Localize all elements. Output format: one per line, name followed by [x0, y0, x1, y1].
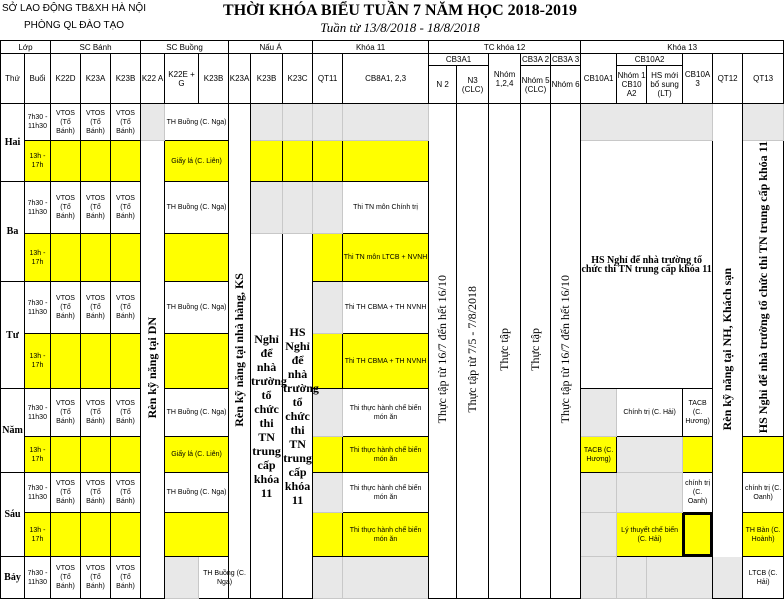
col-k22d: K22D	[51, 54, 81, 104]
span-text: Thực tập	[497, 328, 512, 372]
cell-empty	[51, 437, 81, 473]
cell-chinh-tri-oanh: chính trị (C. Oanh)	[683, 473, 713, 513]
cell-empty	[581, 513, 617, 557]
cell-empty	[581, 557, 617, 599]
cell-th-buong: TH Buồng (C. Nga)	[165, 104, 229, 141]
span-k22a	[141, 141, 165, 599]
page-subtitle: Tuần từ 13/8/2018 - 18/8/2018	[320, 20, 480, 35]
span-text: HS Nghỉ để nhà trường tổ chức thi TN trung cấp khóa 11	[755, 141, 770, 434]
cell-ly-thuyet: Lý thuyết chế biến (C. Hải)	[617, 513, 683, 557]
cell-empty	[343, 104, 429, 141]
col-qt11: QT11	[313, 54, 343, 104]
time-pm: 13h - 17h	[25, 437, 51, 473]
cell-vtos: VTOS (Tổ Bánh)	[81, 182, 111, 234]
cell-empty	[743, 104, 784, 141]
cell-vtos: VTOS (Tổ Bánh)	[81, 473, 111, 513]
span-n2	[429, 104, 457, 599]
cell-empty	[343, 141, 429, 182]
span-text: Nghỉ để nhà trường tổ chức thi TN trung cấp khóa 11	[251, 332, 287, 501]
cell-vtos: VTOS (Tổ Bánh)	[111, 282, 141, 334]
col-cb10a1: CB10A1	[581, 54, 617, 104]
cell-thi-thuc-hanh: Thi thực hành chế biến món ăn	[343, 473, 429, 513]
cell-empty	[51, 234, 81, 282]
cell-giay-la: Giấy lá (C. Liên)	[165, 141, 229, 182]
cell-empty	[617, 437, 683, 473]
col-k23c: K23C	[283, 54, 313, 104]
span-n3	[457, 104, 489, 599]
cell-vtos: VTOS (Tổ Bánh)	[51, 557, 81, 599]
col-k23a: K23A	[229, 54, 251, 104]
span-k23c	[283, 234, 319, 599]
span-text: Thực tập từ 16/7 đến hết 16/10	[435, 275, 450, 424]
span-qt13	[743, 141, 784, 437]
cell-thi-thuc-hanh: Thi thực hành chế biến món ăn	[343, 513, 429, 557]
cell-vtos: VTOS (Tổ Bánh)	[111, 389, 141, 437]
cell-vtos: VTOS (Tổ Bánh)	[111, 473, 141, 513]
cell-empty	[81, 334, 111, 389]
cell-vtos: VTOS (Tổ Bánh)	[51, 389, 81, 437]
span-nhom124	[489, 104, 521, 599]
col-nhom-1-cb10a2: Nhóm 1 CB10 A2	[617, 66, 647, 104]
span-text: Thực tập từ 16/7 đến hết 16/10	[558, 275, 573, 424]
cell-vtos: VTOS (Tổ Bánh)	[81, 557, 111, 599]
span-nhom5	[521, 104, 551, 599]
cell-empty	[313, 513, 343, 557]
cell-empty	[683, 437, 713, 473]
cell-empty	[581, 473, 617, 513]
span-text: Rèn kỹ năng tại NH, Khách sạn	[720, 268, 735, 431]
cell-empty	[81, 141, 111, 182]
day-nam: Năm	[1, 389, 25, 473]
group-lop: Lớp	[1, 41, 51, 54]
span-k23b	[251, 234, 287, 599]
col-k23a: K23A	[81, 54, 111, 104]
group-sc-buong: SC Buồng	[141, 41, 229, 54]
cell-chinh-tri-oanh: chính trị (C. Oanh)	[743, 473, 784, 513]
header-org	[2, 0, 152, 34]
cell-empty	[647, 557, 743, 599]
cell-empty	[313, 557, 343, 599]
time-pm: 13h - 17h	[25, 234, 51, 282]
cell-empty	[81, 513, 111, 557]
time-am: 7h30 - 11h30	[25, 473, 51, 513]
col-k23b: K23B	[251, 54, 283, 104]
time-pm: 13h - 17h	[25, 334, 51, 389]
span-nhom6	[551, 104, 581, 599]
cell-tacb-huong: TACB (C. Hương)	[581, 437, 617, 473]
cell-th-buong: TH Buồng (C. Nga)	[165, 389, 229, 437]
cell-vtos: VTOS (Tổ Bánh)	[81, 282, 111, 334]
cell-empty	[313, 234, 343, 282]
day-hai: Hai	[1, 104, 25, 182]
cell-empty	[51, 141, 81, 182]
cell-empty	[251, 141, 283, 182]
cell-empty	[165, 557, 199, 599]
col-thu: Thứ	[1, 54, 25, 104]
cell-vtos: VTOS (Tổ Bánh)	[111, 182, 141, 234]
cell-empty	[313, 473, 343, 513]
cell-empty	[111, 141, 141, 182]
time-am: 7h30 - 11h30	[25, 389, 51, 437]
cell-empty	[111, 437, 141, 473]
cell-empty	[313, 282, 343, 334]
span-text: Thực tập từ 7/5 - 7/8/2018	[465, 286, 480, 413]
cell-thi-th-cbma: Thi TH CBMA + TH NVNH	[343, 282, 429, 334]
group-cb10a2: CB10A2	[617, 54, 683, 66]
cell-thi-tn-chinh-tri: Thi TN môn Chính trị	[343, 182, 429, 234]
group-cb3a3: CB3A 3	[552, 55, 580, 64]
cell-empty	[581, 389, 617, 437]
cell-th-buong: TH Buồng (C. Nga)	[165, 473, 229, 513]
group-cb3a2: CB3A 2	[522, 55, 550, 64]
cell-vtos: VTOS (Tổ Bánh)	[111, 557, 141, 599]
cell-empty	[165, 513, 229, 557]
cell-thi-th-cbma: Thi TH CBMA + TH NVNH	[343, 334, 429, 389]
day-sau: Sáu	[1, 473, 25, 557]
cell-th-buong: TH Buồng (C. Nga)	[165, 282, 229, 334]
group-khoa-11: Khóa 11	[313, 41, 429, 54]
cell-empty	[165, 234, 229, 282]
cell-empty	[313, 182, 343, 234]
col-nhom-124: Nhóm 1,2,4	[489, 54, 521, 104]
department-name: PHÒNG QL ĐÀO TẠO	[24, 20, 125, 31]
cell-thi-tn-ltcb: Thi TN môn LTCB + NVNH	[343, 234, 429, 282]
cell-giay-la: Giấy lá (C. Liên)	[165, 437, 229, 473]
cell-empty	[617, 473, 683, 513]
day-bay: Bảy	[1, 557, 25, 599]
group-tc-khoa-12: TC khóa 12	[429, 41, 581, 54]
cell-empty	[283, 104, 313, 141]
cell-vtos: VTOS (Tổ Bánh)	[51, 473, 81, 513]
cell-vtos: VTOS (Tổ Bánh)	[51, 282, 81, 334]
cell-empty	[141, 104, 165, 141]
time-pm: 13h - 17h	[25, 513, 51, 557]
cell-vtos: VTOS (Tổ Bánh)	[51, 182, 81, 234]
cell-vtos: VTOS (Tổ Bánh)	[51, 104, 81, 141]
group-khoa-13: Khóa 13	[581, 41, 784, 54]
page-title: THỜI KHÓA BIỂU TUẦN 7 NĂM HỌC 2018-2019	[223, 2, 577, 19]
group-nau-a: Nấu Á	[229, 41, 313, 54]
cell-empty	[283, 182, 313, 234]
col-k23b: K23B	[111, 54, 141, 104]
cell-empty	[313, 104, 343, 141]
cell-empty	[111, 513, 141, 557]
col-hs-moi: HS mới bổ sung (LT)	[647, 66, 683, 104]
cell-empty	[165, 334, 229, 389]
cell-empty	[313, 141, 343, 182]
cell-empty	[617, 557, 647, 599]
col-cb8a: CB8A1, 2,3	[343, 54, 429, 104]
cell-empty	[251, 104, 283, 141]
cell-thi-thuc-hanh: Thi thực hành chế biến món ăn	[343, 437, 429, 473]
cell-th-ban: TH Bàn (C. Hoành)	[743, 513, 784, 557]
time-pm: 13h - 17h	[25, 141, 51, 182]
cell-empty	[581, 104, 713, 141]
span-text: Rèn kỹ năng tại nhà hàng, KS	[232, 272, 247, 427]
span-hs-nghi-khoa13: HS Nghỉ để nhà trường tổ chức thi TN trung cấp khóa 11	[581, 141, 713, 389]
cell-empty	[343, 557, 429, 599]
cell-th-buong: TH Buồng (C. Nga)	[165, 182, 229, 234]
cell-empty	[313, 437, 343, 473]
day-tu: Tư	[1, 282, 25, 389]
col-n3-clc: N3 (CLC)	[457, 66, 489, 104]
cell-empty	[251, 182, 283, 234]
cell-empty	[81, 437, 111, 473]
cell-empty	[743, 437, 784, 473]
time-am: 7h30 - 11h30	[25, 182, 51, 234]
col-k23b: K23B	[199, 54, 229, 104]
col-cb10a3: CB10A 3	[683, 54, 713, 104]
cell-ltcb-hai: LTCB (C. Hải)	[743, 557, 784, 599]
col-nhom-5: Nhóm 5 (CLC)	[521, 66, 551, 104]
cell-th-buong: TH Buồng (C. Nga)	[199, 557, 251, 599]
cell-vtos: VTOS (Tổ Bánh)	[81, 389, 111, 437]
cell-empty	[81, 234, 111, 282]
cell-vtos: VTOS (Tổ Bánh)	[111, 104, 141, 141]
time-am: 7h30 - 11h30	[25, 104, 51, 141]
col-nhom-6: Nhóm 6	[551, 66, 581, 104]
cell-thi-thuc-hanh: Thi thực hành chế biến món ăn	[343, 389, 429, 437]
time-am: 7h30 - 11h30	[25, 557, 51, 599]
span-text: HS Nghỉ để nhà trường tổ chức thi TN trung cấp khóa 11	[283, 325, 319, 508]
col-buoi: Buổi	[25, 54, 51, 104]
cell-empty	[51, 513, 81, 557]
col-k22e: K22E + G	[165, 54, 199, 104]
cell-vtos: VTOS (Tổ Bánh)	[81, 104, 111, 141]
cell-empty	[313, 389, 343, 437]
col-qt13: QT13	[743, 54, 784, 104]
col-k22a: K22 A	[141, 54, 165, 104]
span-text: Thực tập	[528, 328, 543, 372]
span-qt12	[713, 104, 743, 599]
col-n2: N 2	[429, 66, 457, 104]
cell-empty	[111, 234, 141, 282]
span-k23a	[229, 104, 251, 599]
group-sc-banh: SC Bánh	[51, 41, 141, 54]
cell-empty	[51, 334, 81, 389]
span-text: Rèn kỹ năng tại DN	[145, 317, 160, 419]
col-qt12: QT12	[713, 54, 743, 104]
time-am: 7h30 - 11h30	[25, 282, 51, 334]
cell-empty	[283, 141, 313, 182]
cell-chinh-tri: Chính trị (C. Hải)	[617, 389, 683, 437]
cell-empty	[111, 334, 141, 389]
group-cb3a1: CB3A1	[429, 54, 489, 66]
cell-tacb-huong: TACB (C. Hương)	[683, 389, 713, 437]
selected-cell[interactable]	[683, 513, 713, 557]
org-name: SỞ LAO ĐỘNG TB&XH HÀ NỘI	[2, 3, 146, 14]
day-ba: Ba	[1, 182, 25, 282]
timetable	[0, 40, 784, 599]
